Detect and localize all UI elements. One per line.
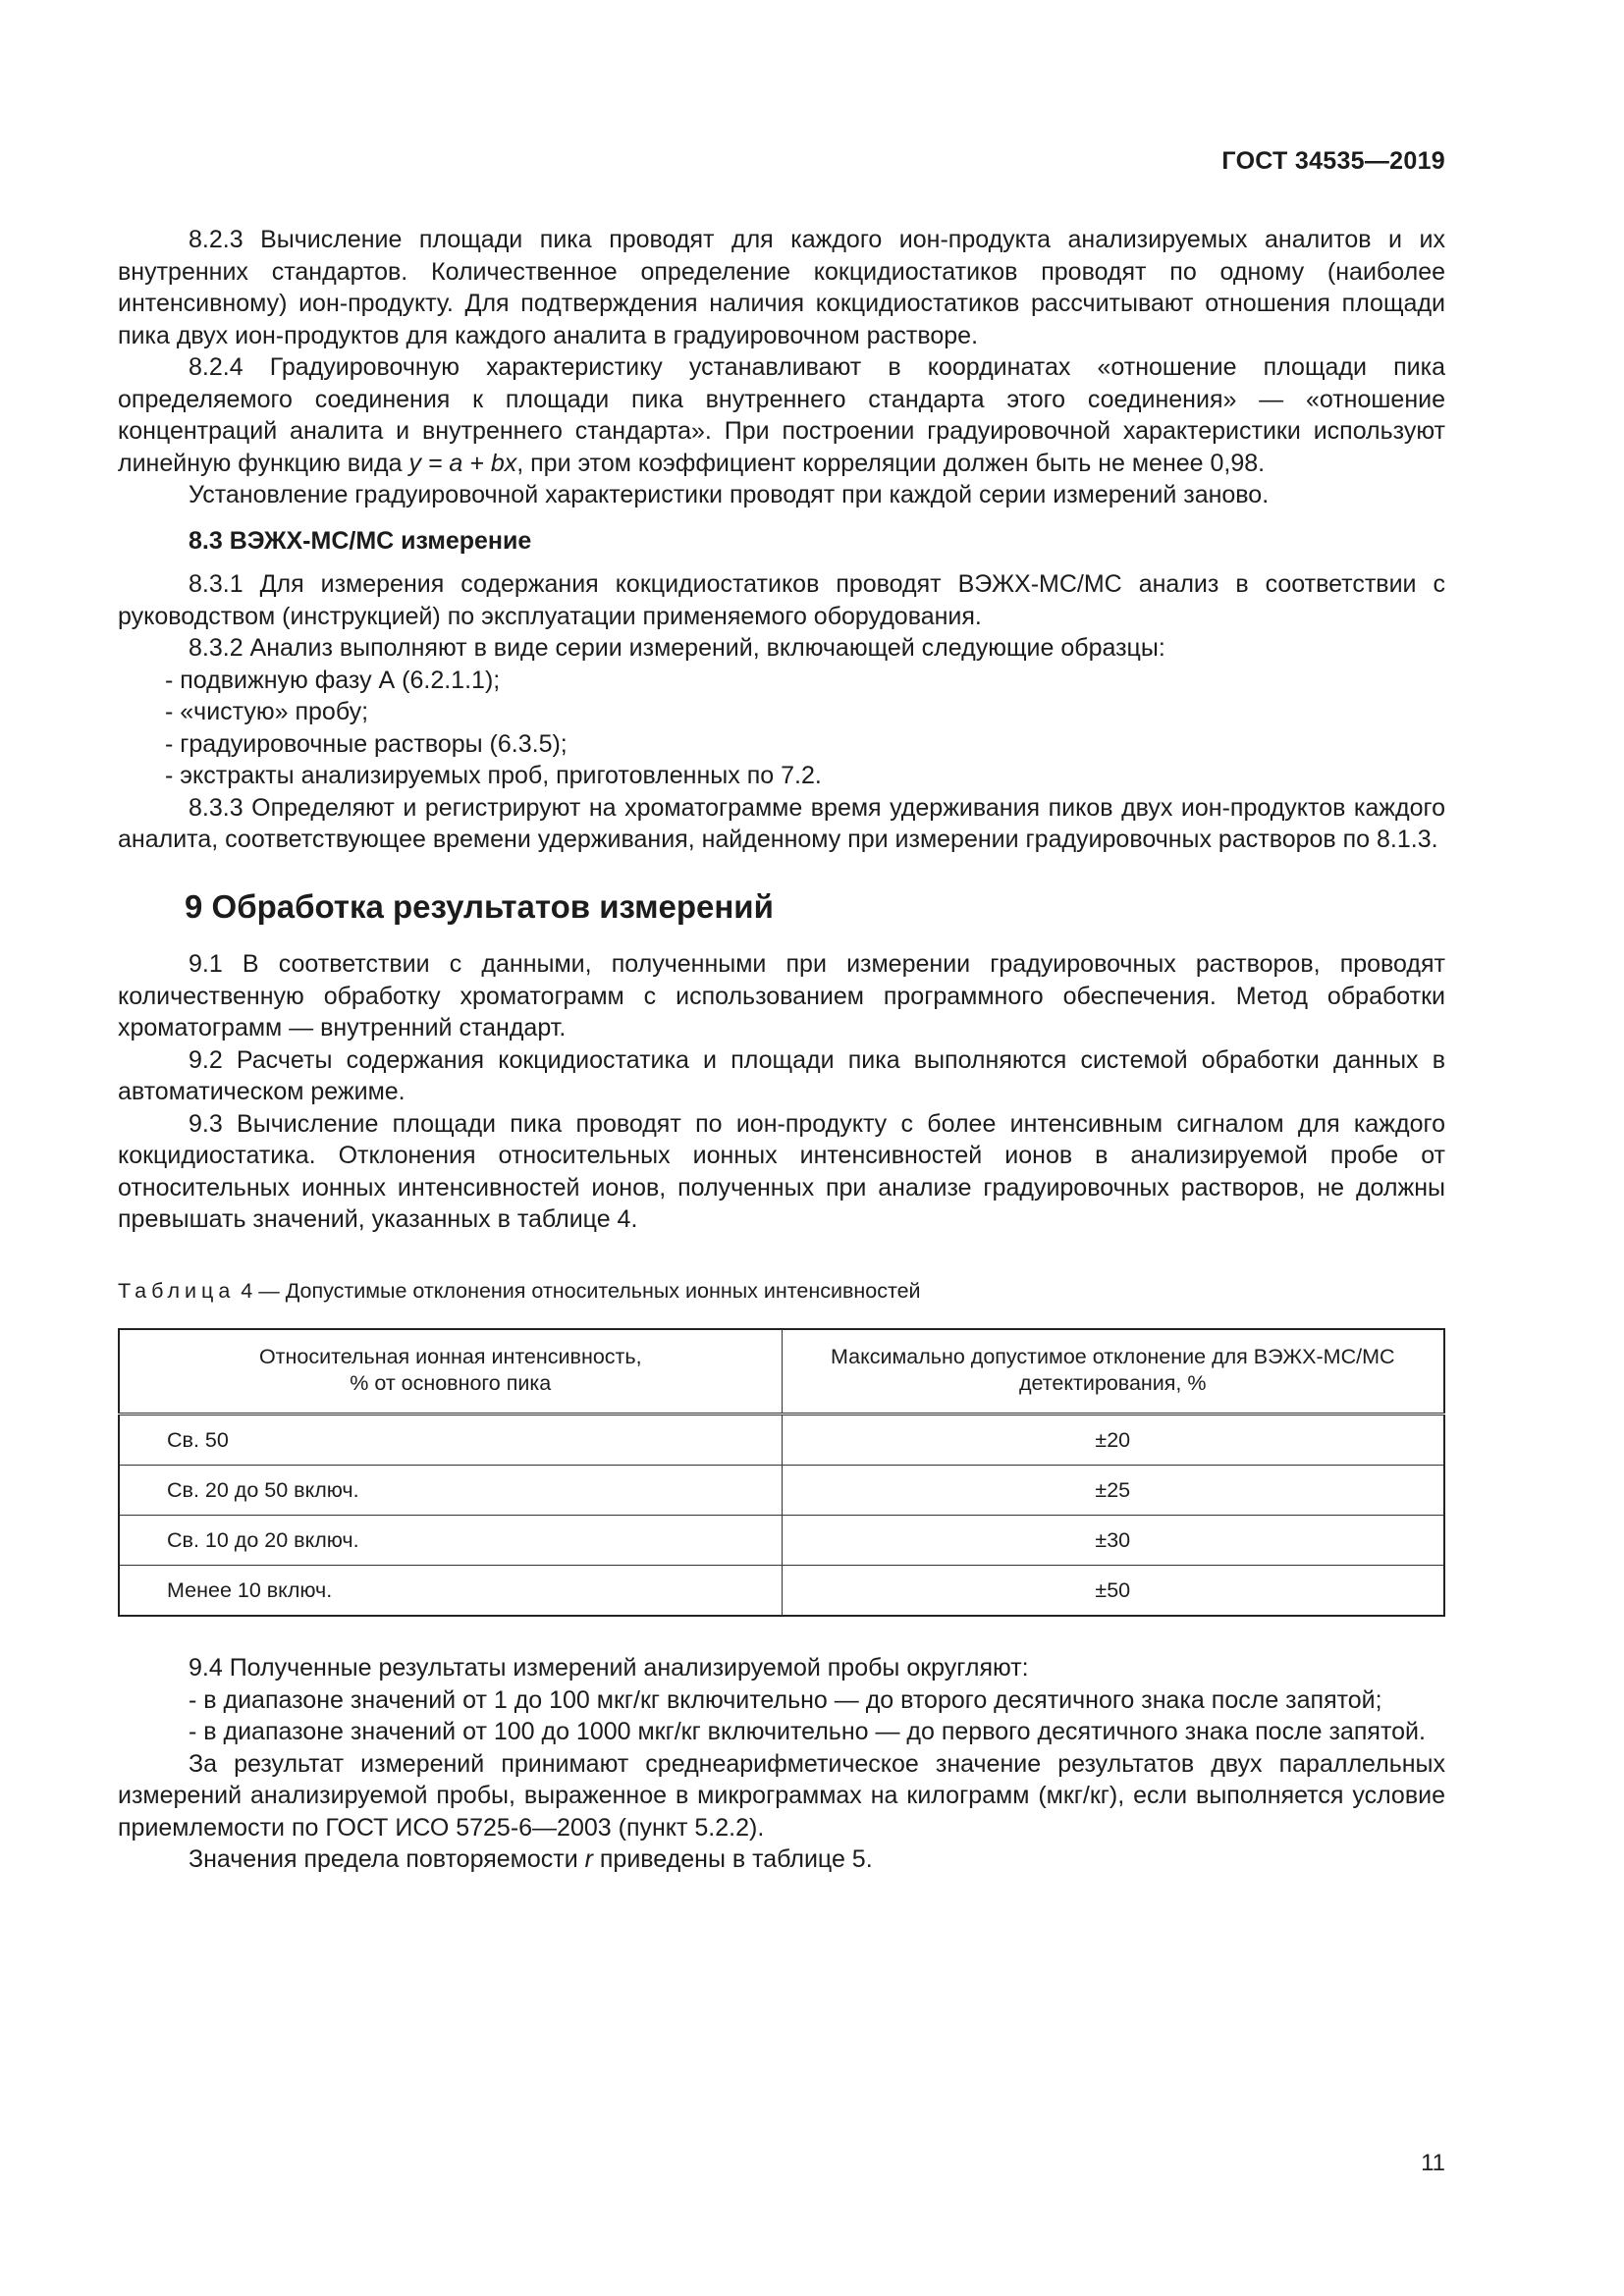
- column-header-deviation: Максимально допустимое отклонение для ВЭЖХ-МС/МС детектирования, %: [782, 1329, 1444, 1415]
- paragraph-8-2-3: 8.2.3 Вычисление площади пика проводят для каждого ион-продукта анализируемых аналитов и их внутренних стандартов. Количественное определение кокцидиостатиков проводят по одному (наиболее интенсивному) ион-продукту. Для подтверждения наличия кокцидиостатиков рассчитывают отношения площади пика двух ион-продуктов для каждого аналита в градуировочном растворе.: [118, 226, 1445, 349]
- table-row: [119, 1415, 1444, 1466]
- table-cell-deviation: ±50: [782, 1566, 1444, 1617]
- paragraph-9-2: 9.2 Расчеты содержания кокцидиостатика и площади пика выполняются системой обработки данных в автоматическом режиме.: [118, 1045, 1445, 1105]
- table-cell-intensity: Менее 10 включ.: [119, 1566, 782, 1617]
- table-cell-intensity: Св. 50: [119, 1415, 782, 1466]
- table-4: [118, 1328, 1445, 1617]
- paragraph-repeatability: [118, 1843, 1445, 1876]
- list-item: - экстракты анализируемых проб, приготовленных по 7.2.: [165, 762, 822, 789]
- paragraph-9-1: 9.1 В соответствии с данными, полученными при измерении градуировочных растворов, проводят количественную обработку хроматограмм с использованием программного обеспечения. Метод обработки хроматограмм — внутренний стандарт.: [118, 950, 1445, 1041]
- repeatability-tail: приведены в таблице 5.: [592, 1845, 873, 1873]
- table-row: [119, 1566, 1444, 1617]
- paragraph-8-3-1: 8.3.1 Для измерения содержания кокцидиостатиков проводят ВЭЖХ-МС/МС анализ в соответствии с руководством (инструкцией) по эксплуатации применяемого оборудования.: [118, 570, 1445, 630]
- paragraph-8-2-4-text: 8.2.4 Градуировочную характеристику устанавливают в координатах «отношение площади пика определяемого соединения к площади пика внутреннего стандарта этого соединения» — «отношение концентраций аналита и внутреннего стандарта». При построении градуировочной характеристики используют линейную функцию вида: [118, 353, 1445, 477]
- page-number: 11: [1421, 2150, 1445, 2176]
- table-cell-intensity: Св. 20 до 50 включ.: [119, 1466, 782, 1516]
- repeatability-symbol: r: [584, 1845, 593, 1873]
- heading-section-9: 9 Обработка результатов измерений: [185, 887, 774, 925]
- paragraph-8-2-4-tail: , при этом коэффициент корреляции должен быть не менее 0,98.: [516, 449, 1266, 477]
- list-item: - подвижную фазу А (6.2.1.1);: [165, 666, 501, 694]
- paragraph-9-3: 9.3 Вычисление площади пика проводят по ион-продукту с более интенсивным сигналом для каждого кокцидиостатика. Отклонения относительных ионных интенсивностей ионов в анализируемой пробе от относительных ионных интенсивностей ионов, полученных при анализе градуировочных растворов, не должны превышать значений, указанных в таблице 4.: [118, 1109, 1445, 1233]
- list-item: - градуировочные растворы (6.3.5);: [165, 729, 568, 758]
- formula-linear: y = a + bx: [408, 449, 517, 477]
- heading-8-3: 8.3 ВЭЖХ-МС/МС измерение: [189, 526, 532, 555]
- paragraph-8-3-3: 8.3.3 Определяют и регистрируют на хроматограмме время удерживания пиков двух ион-продуктов каждого аналита, соответствующее времени удерживания, найденному при измерении градуировочных растворов по 8.1.3.: [118, 793, 1445, 853]
- repeatability-text: Значения предела повторяемости: [189, 1845, 585, 1873]
- list-item: - «чистую» пробу;: [165, 698, 369, 725]
- table-cell-deviation: ±30: [782, 1516, 1444, 1566]
- table-header-row: [119, 1329, 1444, 1415]
- table-row: [119, 1466, 1444, 1516]
- table-row: [119, 1516, 1444, 1566]
- list-item: - в диапазоне значений от 1 до 100 мкг/кг включительно — до второго десятичного знака после запятой;: [189, 1685, 1382, 1714]
- table-caption-title: 4 — Допустимые отклонения относительных ионных интенсивностей: [235, 1278, 921, 1303]
- paragraph-result: За результат измерений принимают среднеарифметическое значение результатов двух параллельных измерений анализируемой пробы, выраженное в микрограммах на килограмм (мкг/кг), если выполняется условие приемлемости по ГОСТ ИСО 5725-6—2003 (пункт 5.2.2).: [118, 1749, 1445, 1842]
- table-cell-deviation: ±25: [782, 1466, 1444, 1516]
- table-cell-deviation: ±20: [782, 1415, 1444, 1466]
- page-content: [118, 224, 1445, 1876]
- table-cell-intensity: Св. 10 до 20 включ.: [119, 1516, 782, 1566]
- paragraph-9-4: 9.4 Полученные результаты измерений анализируемой пробы округляют:: [189, 1654, 1029, 1682]
- table-caption-label: Таблица: [118, 1278, 236, 1303]
- document-code: ГОСТ 34535—2019: [1221, 147, 1445, 175]
- paragraph-8-2-4: [118, 351, 1445, 479]
- list-item: - в диапазоне значений от 100 до 1000 мкг/кг включительно — до первого десятичного знака после запятой.: [189, 1718, 1426, 1745]
- column-header-intensity: Относительная ионная интенсивность, % от основного пика: [119, 1329, 782, 1415]
- paragraph-8-3-2: 8.3.2 Анализ выполняют в виде серии измерений, включающей следующие образцы:: [189, 634, 1165, 662]
- paragraph-calibration-note: Установление градуировочной характеристики проводят при каждой серии измерений заново.: [189, 481, 1270, 508]
- table-4-caption: [118, 1275, 1445, 1308]
